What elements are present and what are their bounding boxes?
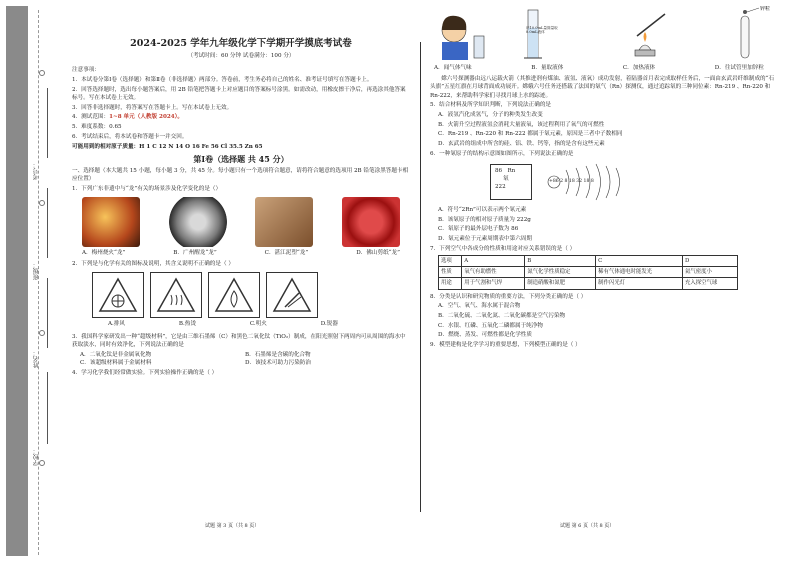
question-7: 7．下列空气中各成分的性质和用途对应关系错误的是（ ）	[430, 245, 576, 252]
table-cell: 氦气密度小	[682, 267, 737, 278]
q3-option-c: C．该超级材料属于金属材料	[80, 359, 152, 366]
question-2: 2．下列是与化学有关的图标及说明，其含义说明不正确的是（ ）	[72, 261, 234, 268]
write-line	[47, 88, 48, 158]
q3-option-b: B．石墨烯是含碳的化合物	[245, 351, 311, 358]
q6-option-b: B．该氡原子的相对原子质量为 222g	[438, 216, 531, 223]
table-row	[439, 267, 738, 278]
q4-option-c: C．加热液体	[622, 65, 656, 71]
periodic-cell	[490, 164, 532, 200]
q1-images	[82, 197, 400, 247]
q4-option-d: D．往试管里加锌粒	[714, 65, 764, 71]
q2-option-d: D.锐器	[320, 321, 338, 328]
note-3: 3．回答非选择题时，将答案写在答题卡上。写在本试卷上无效。	[72, 104, 233, 111]
left-page	[72, 40, 410, 379]
question-6: 6．一种氡原子的结构示意图如图所示，下列说法正确的是	[430, 150, 574, 157]
q3-option-a: A．二氧化钛是非金属氧化物	[80, 351, 152, 358]
name-label: 姓名：	[33, 350, 40, 368]
q1-option-a: A．梅州烧火“龙”	[82, 250, 126, 257]
exam-number-label: 考号：	[33, 162, 40, 180]
q2-captions	[108, 320, 338, 328]
table-cell: 充入探空气球	[682, 278, 737, 289]
q4-lab-images	[430, 4, 775, 62]
q6-option-d: D．氡元素位于元素周期表中第六周期	[438, 236, 532, 243]
note-6: 6．考试结束后，将本试卷和答题卡一并交回。	[72, 133, 188, 140]
atomic-masses: 可能用到的相对原子质量：H 1 C 12 N 14 O 16 Fe 56 Cl 35.5 Zn 65	[72, 143, 263, 150]
scope-value: 1~8 单元（人教版 2024）。	[109, 114, 184, 121]
atomic-mass: 222	[495, 184, 506, 191]
hot-surface-icon	[150, 272, 202, 318]
table-cell: 氮气化学性质稳定	[525, 267, 596, 278]
question-3: 3．我国科学家研发出一种“超级材料”，它是由三维石墨烯（C）和黑色二氧化钛（TiO₂）制成，在阳光照射下两周内可从周围的海水中获取淡水，同时有效净化，下列说法正确的是	[72, 333, 406, 348]
q2-signs	[92, 272, 410, 318]
q6-option-a: A．符号“2Rn”可以表示两个氡元素	[438, 207, 527, 214]
atomic-number: 86	[495, 168, 503, 175]
q4-option-b: B．量取液体	[531, 65, 564, 71]
exam-title: 2024-2025 学年九年级化学下学期开学摸底考试卷	[130, 38, 352, 49]
table-row	[439, 278, 738, 289]
q8-option-b: B．二氧化硫、二氧化氮、二氧化碳都是空气污染物	[438, 313, 566, 320]
q2-option-a: A.排风	[108, 321, 126, 328]
reading-passage: 嫦六号探测器由远八运载火箭（其推进剂有煤油、液氢、液氧）成功发射，着陆器首月表完成取样任务后，一面由玄武岩纤维制成的“石头旗”五星红旗在月球背面成功展开。嫦娥六号任务还搭载了法国的氡气（Rn）探测仪，通过追踪氡的三种同位素：Rn-219 、Rn-220 和 Rn-222，来帮助科学家们寻找月球上水的踪迹。	[430, 76, 775, 99]
air-components-table	[438, 255, 738, 290]
binding-margin	[0, 0, 60, 562]
table-cell: D	[682, 256, 737, 267]
q1-option-d: D．佛山剪纸“龙”	[356, 250, 400, 257]
table-cell: 制造硝酸和氮肥	[525, 278, 596, 289]
table-cell: 稀有气体通电时能发光	[596, 267, 683, 278]
q4-captions	[434, 64, 764, 72]
note-5: 5．难度系数：0.65	[72, 124, 122, 131]
question-1: 1．下列广东非遗中与“龙”有关的场景涉及化学变化的是（）	[72, 185, 222, 192]
table-cell: C	[596, 256, 683, 267]
page-divider	[420, 42, 421, 512]
write-line	[47, 278, 48, 348]
note-2: 2．回答选择题时，选出每小题答案后，用 2B 铅笔把答题卡上对应题目的答案标号涂黑。如需改动，用橡皮擦干净后，再选涂其他答案标号。写在本试卷上无效。	[72, 86, 406, 102]
table-cell: 用于气割和气焊	[462, 278, 525, 289]
right-page	[430, 6, 775, 351]
section-title: 第Ⅰ卷（选择题 共 45 分）	[193, 153, 289, 164]
q4-option-a: A．闻气体气味	[434, 65, 472, 71]
table-cell: B	[525, 256, 596, 267]
q5-option-b: B．火箭升空过程液氢会消耗大量液氧，该过程利用了氧气的可燃性	[438, 121, 605, 128]
q1-option-c: C．湛江泥塑“龙”	[264, 250, 309, 257]
q8-option-d: D．燃烧、蒸发、可燃性都是化学性质	[438, 332, 532, 339]
choice-instructions: 一、选择题（本大题共 15 小题，每小题 3 分，共 45 分。每小题只有一个选项符合题意，请将符合题意的选项用 2B 铅笔涂黑答题卡相应位置）	[72, 167, 409, 183]
table-cell: 用途	[439, 278, 462, 289]
atom-structure	[546, 162, 636, 202]
q5-option-a: A．液氢汽化成氢气，分子的种类发生改变	[438, 112, 543, 119]
q2-option-c: C.明火	[249, 321, 267, 328]
q2-option-b: B.热烫	[178, 321, 196, 328]
note-4: 4．测试范围：1~8 单元（人教版 2024）。	[72, 114, 184, 121]
papercut-dragon-image	[342, 197, 400, 247]
q1-captions	[82, 249, 400, 257]
lion-dragon-image	[169, 197, 227, 247]
question-9: 9．模型建构是化学学习的重要思想，下列模型正确的是（ ）	[430, 342, 581, 349]
q8-option-c: C．水银、红磷、五氧化二磷都属于纯净物	[438, 322, 543, 329]
q5-option-c: C．Rn-219 、Rn-220 和 Rn-222 都属于氡元素，原因是三者中子数相同	[438, 131, 623, 138]
table-cell: 氧气有助燃性	[462, 267, 525, 278]
q3-options-row-2	[72, 359, 410, 367]
shell-numbers: +86 2 8 18 32 18 8	[549, 179, 594, 185]
smell-gas-image	[430, 12, 490, 62]
question-5: 5．结合材料及所学知识判断，下列说法正确的是	[430, 102, 552, 109]
question-8: 8．分类是认识和研究物质的重要方法，下列分类正确的是（ ）	[430, 293, 587, 300]
cut-line	[38, 10, 44, 555]
hole-mark	[39, 200, 45, 206]
element-symbol: Rn	[507, 168, 516, 175]
table-header-row	[439, 256, 738, 267]
flame-icon	[208, 272, 260, 318]
class-label: 班级：	[33, 262, 40, 280]
right-footer: 试题 第 6 页（共 8 页）	[560, 523, 615, 529]
notes-heading: 注意事项：	[72, 67, 100, 74]
school-label: 学校：	[33, 448, 40, 466]
q3-option-d: D．该技术可助力污染防治	[245, 359, 312, 366]
element-name: 氡	[503, 176, 509, 183]
q6-option-c: C．氡原子的最外层电子数为 86	[438, 226, 519, 233]
q8-option-a: A．空气、氧气、海水属于混合物	[438, 303, 521, 310]
table-cell: A	[462, 256, 525, 267]
table-cell: 制作闪光灯	[596, 278, 683, 289]
write-line	[47, 372, 48, 444]
hole-mark	[39, 70, 45, 76]
sharp-object-icon	[266, 272, 318, 318]
zinc-label: 锌粒	[759, 6, 770, 12]
cylinder-note: 用10.0mL量筒量取8.0mL液体	[526, 26, 558, 35]
q3-options-row-1	[72, 351, 410, 359]
table-cell: 性质	[439, 267, 462, 278]
hole-mark	[39, 330, 45, 336]
add-zinc-image	[715, 6, 775, 62]
q1-option-b: B．广州醒龙“龙”	[173, 250, 217, 257]
question-4: 4．学习化学我们经常做实验。下列实验操作正确的是（ ）	[72, 369, 218, 376]
heating-liquid-image	[617, 6, 687, 62]
binding-strip	[6, 6, 28, 556]
fire-dragon-image	[82, 197, 140, 247]
exam-subtitle: （考试时间：60 分钟 试卷满分：100 分）	[187, 53, 295, 60]
q5-option-d: D．玄武岩的组成中所含的硅、铝、铁、钙等，指的是含有这些元素	[438, 141, 605, 148]
note-1: 1．本试卷分第Ⅰ卷（选择题）和第Ⅱ卷（非选择题）两部分。答卷前，考生务必将自己的姓名、准考证号填写在答题卡上。	[72, 77, 373, 84]
table-cell: 选项	[439, 256, 462, 267]
clay-dragon-image	[255, 197, 313, 247]
write-line	[47, 188, 48, 258]
fan-icon	[92, 272, 144, 318]
left-footer: 试题 第 3 页（共 8 页）	[205, 523, 260, 529]
radon-diagram	[490, 162, 775, 202]
